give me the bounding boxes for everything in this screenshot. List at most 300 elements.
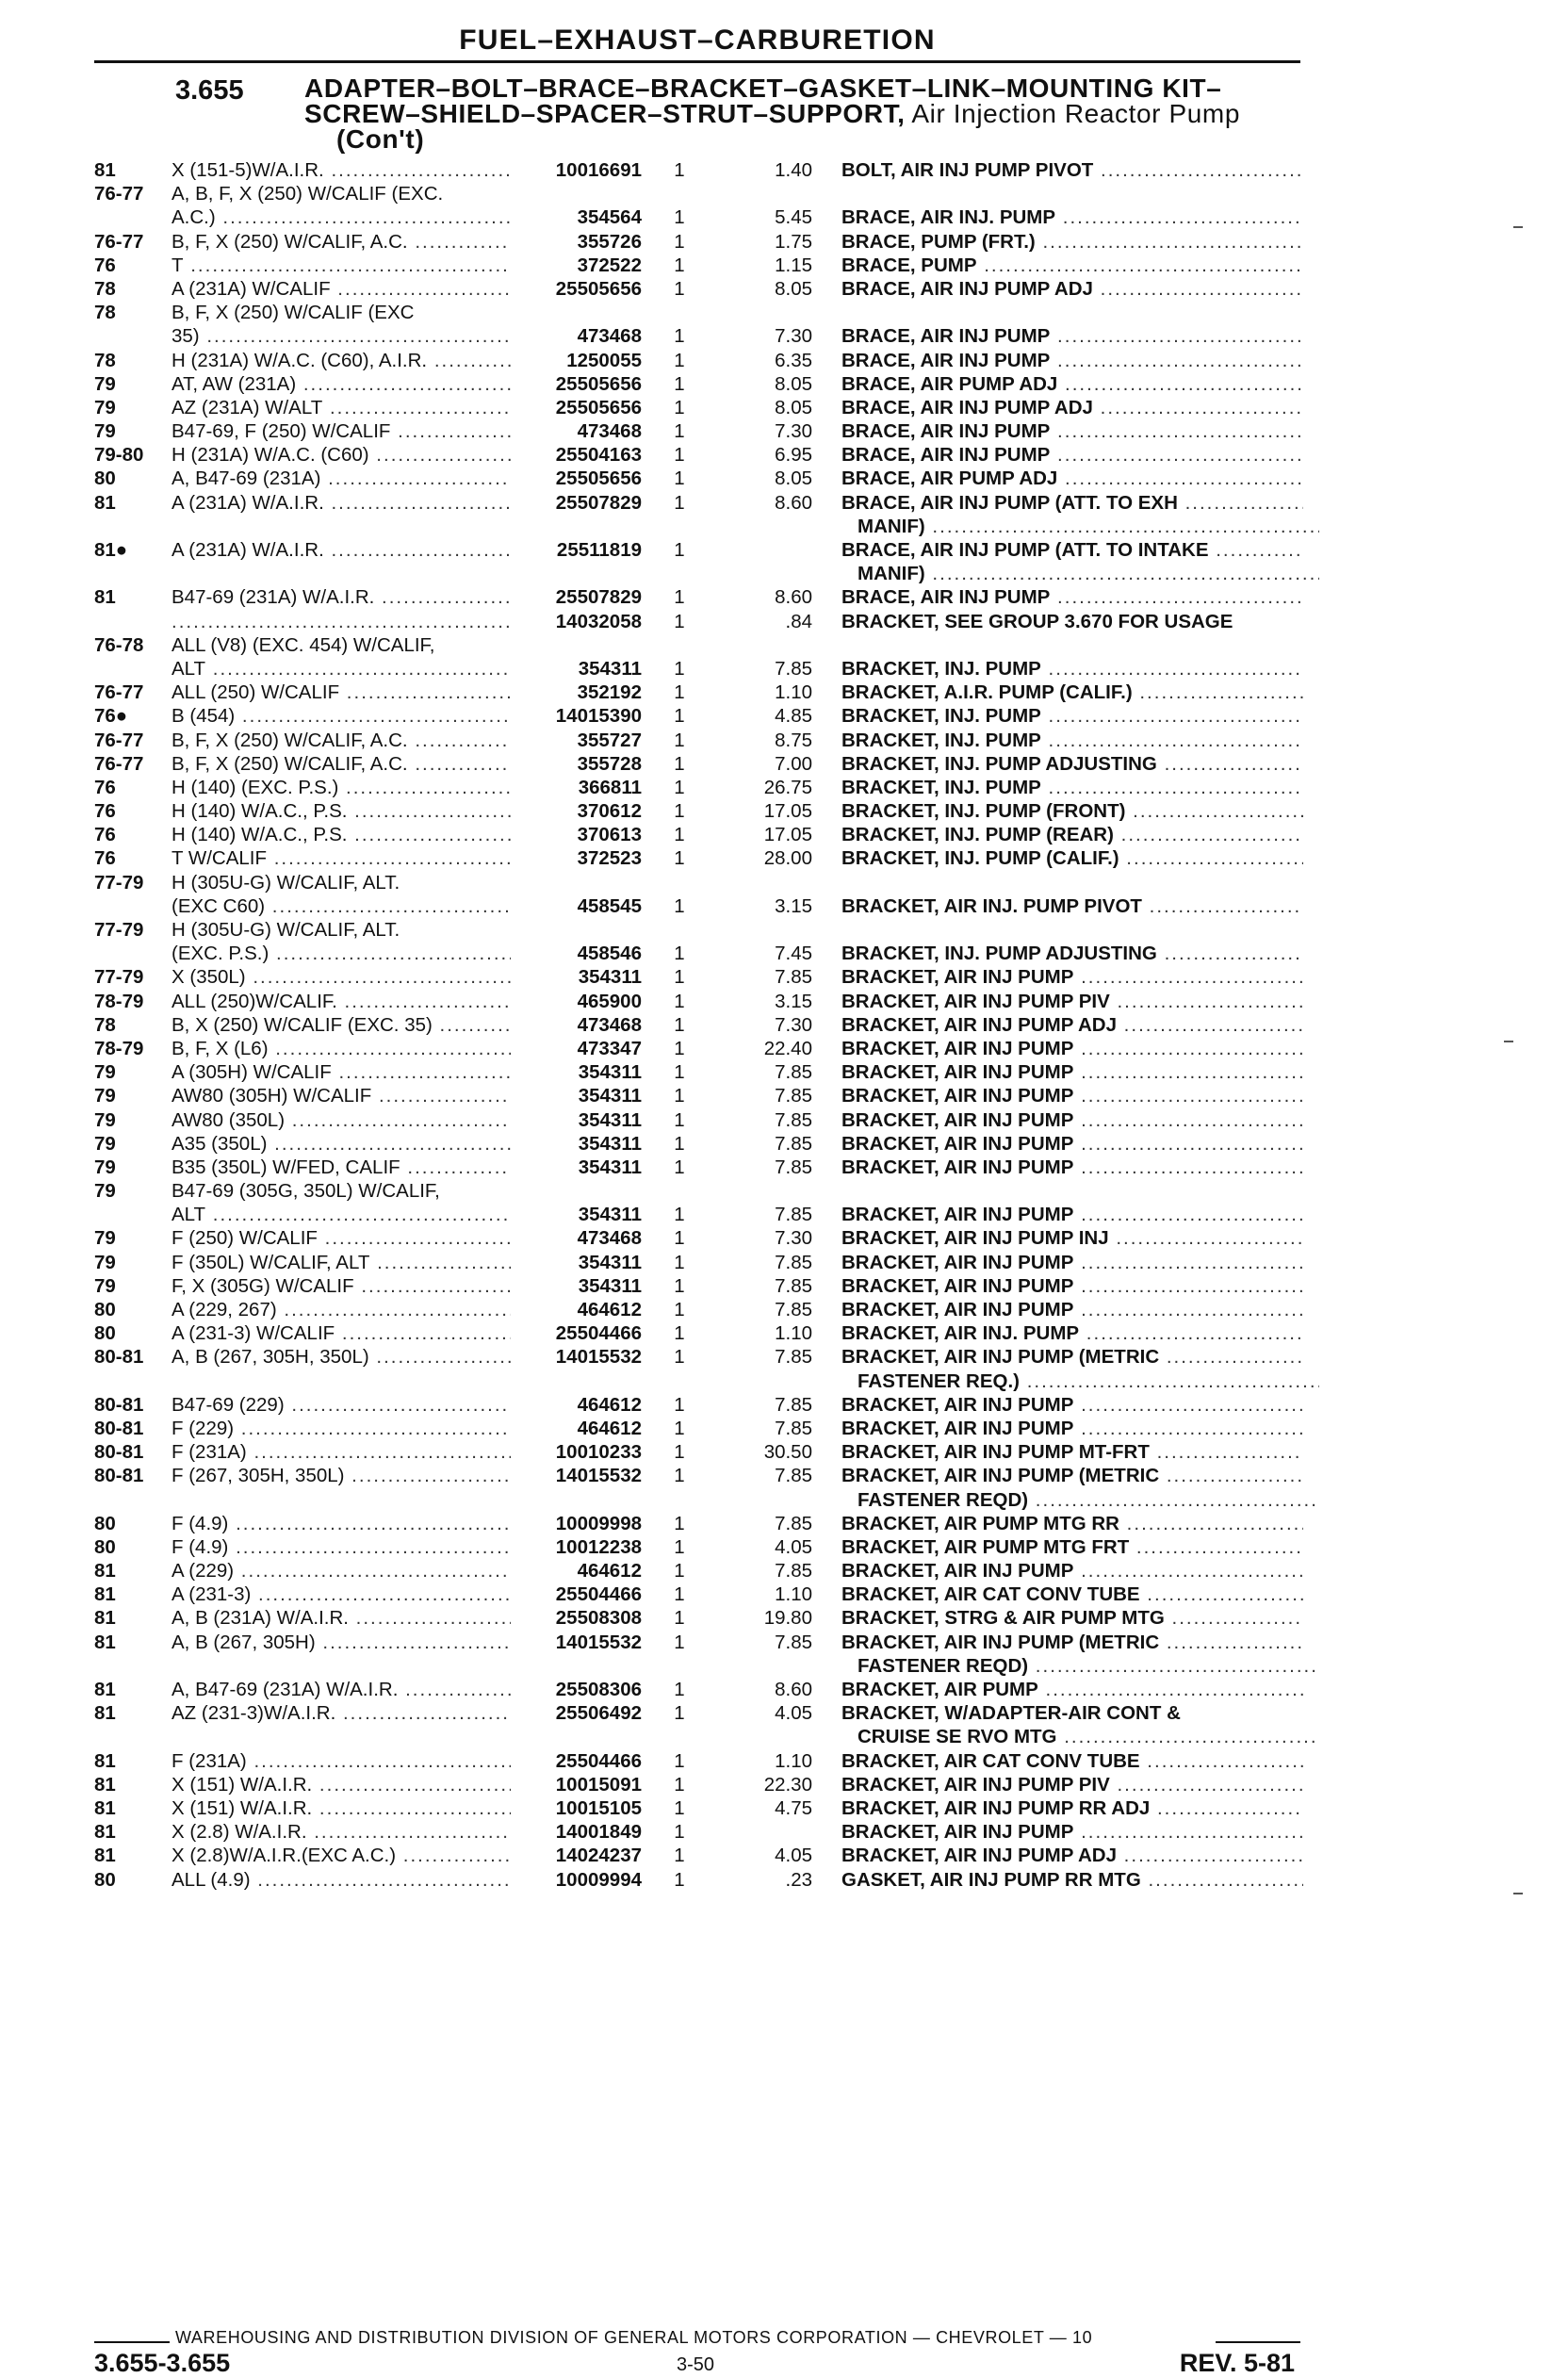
- description: BRACKET, AIR INJ PUMP PIV .....: [841, 990, 1303, 1013]
- price: 8.05: [775, 396, 812, 418]
- price: 8.05: [775, 372, 812, 395]
- part-number: 14024237: [555, 1845, 642, 1867]
- model-year: 78: [94, 1013, 116, 1036]
- application: AW80 (305H) W/CALIF .....: [172, 1084, 511, 1107]
- table-row: [0, 942, 1568, 965]
- table-row: [0, 1393, 1568, 1417]
- price: 3.15: [775, 894, 812, 917]
- table-row: [0, 1488, 1568, 1512]
- application: A.C.) .....: [172, 205, 511, 229]
- model-year: 76: [94, 254, 116, 276]
- section-title-line2-bold: SCREW–SHIELD–SPACER–STRUT–SUPPORT,: [304, 99, 906, 128]
- part-number: 25505656: [555, 372, 642, 395]
- quantity: 1: [674, 1535, 685, 1558]
- application: F (350L) W/CALIF, ALT .....: [172, 1251, 511, 1274]
- application: [172, 610, 511, 633]
- description: BRACE, AIR PUMP ADJ .....: [841, 372, 1303, 396]
- table-row: [0, 1749, 1568, 1773]
- quantity: 1: [674, 966, 685, 989]
- part-number: 14032058: [555, 610, 642, 632]
- part-number: 354311: [578, 1108, 642, 1131]
- description: BRACKET, AIR CAT CONV TUBE .....: [841, 1749, 1303, 1773]
- part-number: 25508308: [555, 1607, 642, 1630]
- part-number: 14015532: [555, 1346, 642, 1369]
- model-year: 81: [94, 491, 116, 514]
- application: H (305U-G) W/CALIF, ALT.: [172, 871, 400, 894]
- part-number: 14015532: [555, 1631, 642, 1653]
- margin-tick: [1513, 1893, 1523, 1894]
- part-number: 25505656: [555, 277, 642, 300]
- model-year: 79: [94, 1085, 116, 1107]
- quantity: 1: [674, 1512, 685, 1534]
- quantity: 1: [674, 396, 685, 418]
- table-row: [0, 1654, 1568, 1678]
- quantity: 1: [674, 1679, 685, 1700]
- table-row: [0, 1535, 1568, 1559]
- model-year: 77-79: [94, 871, 144, 894]
- table-row: [0, 657, 1568, 681]
- price: 8.75: [775, 729, 812, 751]
- table-row: [0, 799, 1568, 823]
- model-year: 76-77: [94, 183, 144, 205]
- table-row: [0, 443, 1568, 467]
- model-year: 81: [94, 1631, 116, 1653]
- model-year: 79-80: [94, 444, 144, 467]
- model-year: 80: [94, 1322, 116, 1345]
- application: H (140) W/A.C., P.S. .....: [172, 799, 511, 823]
- table-row: [0, 965, 1568, 989]
- price: 1.10: [775, 1322, 812, 1345]
- description: BRACKET, AIR INJ PUMP .....: [841, 1156, 1303, 1179]
- application: F (231A) .....: [172, 1440, 511, 1464]
- price: 1.40: [775, 159, 812, 181]
- margin-tick: [1504, 1041, 1513, 1042]
- table-row: [0, 1345, 1568, 1369]
- table-row: [0, 846, 1568, 870]
- table-row: [0, 1132, 1568, 1156]
- price: 7.85: [775, 657, 812, 680]
- part-number: 473468: [577, 1227, 642, 1250]
- quantity: 1: [674, 1773, 685, 1796]
- quantity: 1: [674, 1322, 685, 1345]
- footer-page-number: 3-50: [677, 2354, 715, 2375]
- application: ALL (4.9) .....: [172, 1868, 511, 1892]
- table-row: [0, 1108, 1568, 1132]
- description: BRACE, AIR INJ PUMP .....: [841, 443, 1303, 467]
- price: 7.85: [775, 1204, 812, 1226]
- price: 7.30: [775, 420, 812, 443]
- table-row: [0, 301, 1568, 324]
- quantity: 1: [674, 681, 685, 704]
- application: B47-69 (229) .....: [172, 1393, 511, 1417]
- model-year: 79: [94, 1274, 116, 1297]
- price: 7.30: [775, 325, 812, 348]
- description: BRACE, AIR INJ PUMP (ATT. TO INTAKE .....: [841, 538, 1303, 562]
- model-year: 78: [94, 349, 116, 371]
- application: A (305H) W/CALIF .....: [172, 1060, 511, 1084]
- table-row: [0, 1060, 1568, 1084]
- model-year: 81: [94, 1607, 116, 1630]
- quantity: 1: [674, 159, 685, 181]
- table-row: [0, 1725, 1568, 1748]
- part-number: 473347: [577, 1037, 642, 1059]
- description: BRACE, AIR INJ PUMP .....: [841, 324, 1303, 348]
- description: BRACKET, AIR INJ PUMP .....: [841, 1417, 1303, 1440]
- header-rule: [94, 60, 1300, 63]
- table-row: [0, 704, 1568, 728]
- quantity: 1: [674, 1607, 685, 1630]
- model-year: 80: [94, 1299, 116, 1320]
- table-row: [0, 277, 1568, 301]
- quantity: 1: [674, 800, 685, 823]
- model-year: 80-81: [94, 1346, 144, 1369]
- part-number: 25507829: [555, 586, 642, 609]
- quantity: 1: [674, 1702, 685, 1725]
- model-year: 76-78: [94, 633, 144, 656]
- model-year: 79: [94, 1132, 116, 1155]
- description: BRACE, PUMP .....: [841, 254, 1303, 277]
- application: F (267, 305H, 350L) .....: [172, 1464, 511, 1487]
- description: BRACKET, AIR INJ PUMP .....: [841, 1298, 1303, 1321]
- part-number: 354311: [578, 1251, 642, 1273]
- table-row: [0, 467, 1568, 490]
- quantity: 1: [674, 1749, 685, 1772]
- quantity: 1: [674, 444, 685, 467]
- application: B, F, X (250) W/CALIF, A.C. .....: [172, 230, 511, 254]
- part-number: 10009998: [555, 1512, 642, 1534]
- table-row: [0, 1321, 1568, 1345]
- price: 7.85: [775, 1512, 812, 1534]
- part-number: 14015532: [555, 1465, 642, 1487]
- model-year: 76: [94, 847, 116, 870]
- quantity: 1: [674, 1560, 685, 1583]
- price: 7.85: [775, 1108, 812, 1131]
- quantity: 1: [674, 657, 685, 680]
- quantity: 1: [674, 206, 685, 229]
- application: A35 (350L) .....: [172, 1132, 511, 1156]
- margin-tick: [1513, 226, 1523, 228]
- description: BRACKET, AIR INJ PUMP .....: [841, 1393, 1303, 1417]
- part-number: 14015390: [555, 705, 642, 728]
- model-year: 80-81: [94, 1393, 144, 1416]
- table-row: [0, 182, 1568, 205]
- model-year: 77-79: [94, 966, 144, 989]
- table-row: [0, 585, 1568, 609]
- model-year: 79: [94, 396, 116, 418]
- section-title-line2: [304, 101, 1303, 126]
- table-row: [0, 372, 1568, 396]
- application: A (231-3) .....: [172, 1583, 511, 1606]
- model-year: 79: [94, 1108, 116, 1131]
- quantity: 1: [674, 1204, 685, 1226]
- quantity: 1: [674, 1132, 685, 1155]
- model-year: 79: [94, 1227, 116, 1250]
- description: BRACKET, INJ. PUMP ADJUSTING .....: [841, 752, 1303, 776]
- part-number: 464612: [577, 1560, 642, 1583]
- description: BRACKET, INJ. PUMP (CALIF.) .....: [841, 846, 1303, 870]
- part-number: 473468: [577, 420, 642, 443]
- model-year: 79: [94, 1061, 116, 1084]
- part-number: 25504466: [555, 1749, 642, 1772]
- application: B, F, X (250) W/CALIF, A.C. .....: [172, 729, 511, 752]
- table-row: [0, 633, 1568, 657]
- part-number: 25506492: [555, 1702, 642, 1725]
- table-row: [0, 1298, 1568, 1321]
- description: BRACKET, A.I.R. PUMP (CALIF.) .....: [841, 681, 1303, 704]
- footer-division-text: WAREHOUSING AND DISTRIBUTION DIVISION OF GENERAL MOTORS CORPORATION — CHEVROLET — 10: [175, 2328, 1093, 2347]
- table-row: [0, 1701, 1568, 1725]
- part-number: 25507829: [555, 491, 642, 514]
- part-number: 458546: [577, 943, 642, 965]
- table-row: [0, 1156, 1568, 1179]
- table-row: [0, 562, 1568, 585]
- model-year: 80: [94, 1535, 116, 1558]
- model-year: 78: [94, 302, 116, 324]
- model-year: 80: [94, 1868, 116, 1891]
- price: 3.15: [775, 990, 812, 1012]
- application: X (350L) .....: [172, 965, 511, 989]
- application: H (140) W/A.C., P.S. .....: [172, 823, 511, 846]
- application: F (4.9) .....: [172, 1535, 511, 1559]
- description: GASKET, AIR INJ PUMP RR MTG .....: [841, 1868, 1303, 1892]
- part-number: 473468: [577, 325, 642, 348]
- quantity: 1: [674, 1465, 685, 1487]
- part-number: 464612: [577, 1393, 642, 1416]
- page-header: FUEL–EXHAUST–CARBURETION: [459, 25, 936, 56]
- table-row: [0, 1417, 1568, 1440]
- quantity: 1: [674, 254, 685, 276]
- description: BRACKET, AIR INJ. PUMP .....: [841, 1321, 1303, 1345]
- description: BRACE, AIR INJ. PUMP .....: [841, 205, 1303, 229]
- price: 17.05: [763, 800, 812, 823]
- part-number: 372523: [577, 847, 642, 870]
- table-row: [0, 419, 1568, 443]
- quantity: 1: [674, 1108, 685, 1131]
- footer-section-range: 3.655-3.655: [94, 2349, 231, 2377]
- model-year: 81: [94, 1583, 116, 1606]
- description: CRUISE SE RVO MTG .....: [858, 1725, 1319, 1748]
- description: BOLT, AIR INJ PUMP PIVOT .....: [841, 158, 1303, 182]
- part-number: 465900: [577, 990, 642, 1012]
- part-number: 354311: [578, 1061, 642, 1084]
- quantity: 1: [674, 824, 685, 846]
- application: H (231A) W/A.C. (C60), A.I.R. .....: [172, 349, 511, 372]
- description: BRACKET, AIR INJ PUMP .....: [841, 1203, 1303, 1226]
- description: BRACE, AIR INJ PUMP .....: [841, 419, 1303, 443]
- quantity: 1: [674, 467, 685, 490]
- model-year: 76●: [94, 705, 128, 728]
- model-year: 76-77: [94, 681, 144, 704]
- table-row: [0, 1583, 1568, 1606]
- application: B, F, X (250) W/CALIF (EXC: [172, 302, 415, 324]
- price: 4.05: [775, 1702, 812, 1725]
- quantity: 1: [674, 325, 685, 348]
- quantity: 1: [674, 1417, 685, 1439]
- price: 7.85: [775, 1085, 812, 1107]
- application: A (229, 267) .....: [172, 1298, 511, 1321]
- part-number: 366811: [578, 776, 642, 798]
- quantity: 1: [674, 729, 685, 751]
- model-year: 81: [94, 586, 116, 609]
- quantity: 1: [674, 1299, 685, 1320]
- application: X (151-5)W/A.I.R. .....: [172, 158, 511, 182]
- part-number: 354311: [578, 1204, 642, 1226]
- quantity: 1: [674, 1227, 685, 1250]
- table-row: [0, 1226, 1568, 1250]
- price: 1.75: [775, 230, 812, 253]
- price: .23: [785, 1868, 812, 1891]
- part-number: 352192: [577, 681, 642, 704]
- application: F (231A) .....: [172, 1749, 511, 1773]
- table-row: [0, 1868, 1568, 1892]
- application: AW80 (350L) .....: [172, 1108, 511, 1132]
- model-year: 76: [94, 776, 116, 798]
- description: BRACE, AIR PUMP ADJ .....: [841, 467, 1303, 490]
- model-year: 79: [94, 420, 116, 443]
- quantity: 1: [674, 1441, 685, 1464]
- description: FASTENER REQD) .....: [858, 1488, 1319, 1512]
- price: 1.10: [775, 1583, 812, 1606]
- model-year: 79: [94, 1180, 116, 1203]
- application: A, B47-69 (231A) W/A.I.R. .....: [172, 1678, 511, 1701]
- part-number: 354564: [577, 206, 642, 229]
- table-row: [0, 823, 1568, 846]
- description: BRACE, AIR INJ PUMP ADJ .....: [841, 277, 1303, 301]
- table-row: [0, 1820, 1568, 1844]
- application: X (151) W/A.I.R. .....: [172, 1773, 511, 1796]
- description: BRACKET, AIR INJ PUMP MT-FRT .....: [841, 1440, 1303, 1464]
- model-year: 78-79: [94, 1037, 144, 1059]
- model-year: 80: [94, 1512, 116, 1534]
- part-number: 10012238: [555, 1535, 642, 1558]
- quantity: 1: [674, 230, 685, 253]
- description: BRACKET, AIR INJ PUMP ADJ .....: [841, 1844, 1303, 1867]
- table-row: [0, 752, 1568, 776]
- price: 17.05: [763, 824, 812, 846]
- quantity: 1: [674, 1583, 685, 1606]
- description: BRACKET, INJ. PUMP ADJUSTING .....: [841, 942, 1303, 965]
- application: ALL (250)W/CALIF. .....: [172, 990, 511, 1013]
- table-row: [0, 1631, 1568, 1654]
- quantity: 1: [674, 349, 685, 371]
- application: A (231-3) W/CALIF .....: [172, 1321, 511, 1345]
- model-year: 79: [94, 1156, 116, 1178]
- price: 7.85: [775, 1274, 812, 1297]
- table-row: [0, 1274, 1568, 1298]
- quantity: 1: [674, 491, 685, 514]
- quantity: 1: [674, 752, 685, 775]
- description: BRACKET, AIR INJ PUMP INJ .....: [841, 1226, 1303, 1250]
- application: (EXC C60) .....: [172, 894, 511, 918]
- quantity: 1: [674, 1821, 685, 1844]
- model-year: 81●: [94, 539, 128, 561]
- description: BRACE, AIR INJ PUMP .....: [841, 585, 1303, 609]
- price: 28.00: [763, 847, 812, 870]
- description: FASTENER REQ.) .....: [858, 1369, 1319, 1393]
- part-number: 354311: [578, 1274, 642, 1297]
- part-number: 25511819: [556, 539, 642, 561]
- model-year: 80-81: [94, 1465, 144, 1487]
- description: BRACKET, SEE GROUP 3.670 FOR USAGE: [841, 610, 1233, 632]
- price: 7.85: [775, 1417, 812, 1439]
- table-row: [0, 349, 1568, 372]
- description: BRACKET, W/ADAPTER-AIR CONT &: [841, 1702, 1181, 1725]
- quantity: 1: [674, 990, 685, 1012]
- part-number: 25504163: [555, 444, 642, 467]
- application: AZ (231A) W/ALT .....: [172, 396, 511, 419]
- price: 7.85: [775, 1631, 812, 1653]
- description: BRACKET, STRG & AIR PUMP MTG .....: [841, 1606, 1303, 1630]
- application: A, B, F, X (250) W/CALIF (EXC.: [172, 183, 444, 205]
- quantity: 1: [674, 1085, 685, 1107]
- description: BRACKET, AIR INJ PUMP (METRIC .....: [841, 1464, 1303, 1487]
- table-row: [0, 515, 1568, 538]
- price: 7.85: [775, 1560, 812, 1583]
- application: T .....: [172, 254, 511, 277]
- part-number: 370613: [577, 824, 642, 846]
- footer-rule-left: [94, 2341, 170, 2343]
- description: BRACKET, INJ. PUMP (FRONT) .....: [841, 799, 1303, 823]
- application: A, B (267, 305H) .....: [172, 1631, 511, 1654]
- part-number: 25505656: [555, 396, 642, 418]
- part-number: 25504466: [555, 1322, 642, 1345]
- price: 7.85: [775, 1393, 812, 1416]
- description: BRACKET, AIR INJ PUMP (METRIC .....: [841, 1631, 1303, 1654]
- table-row: [0, 205, 1568, 229]
- section-title-line3: (Con't): [336, 124, 425, 154]
- table-row: [0, 729, 1568, 752]
- part-number: 473468: [577, 1013, 642, 1036]
- price: 8.60: [775, 1679, 812, 1700]
- model-year: 81: [94, 1679, 116, 1700]
- section-number: 3.655: [175, 75, 244, 106]
- description: BRACKET, AIR INJ PUMP .....: [841, 1559, 1303, 1583]
- table-row: [0, 230, 1568, 254]
- table-row: [0, 776, 1568, 799]
- table-row: [0, 1559, 1568, 1583]
- part-number: 354311: [578, 966, 642, 989]
- part-number: 25508306: [555, 1679, 642, 1700]
- quantity: 1: [674, 1156, 685, 1178]
- table-row: [0, 538, 1568, 562]
- part-number: 355727: [577, 729, 642, 751]
- application: ALL (250) W/CALIF .....: [172, 681, 511, 704]
- table-row: [0, 1084, 1568, 1107]
- price: 7.45: [775, 943, 812, 965]
- price: 8.60: [775, 491, 812, 514]
- table-row: [0, 1179, 1568, 1203]
- table-row: [0, 254, 1568, 277]
- part-number: 354311: [578, 1156, 642, 1178]
- model-year: 78: [94, 277, 116, 300]
- description: MANIF) .....: [858, 562, 1319, 585]
- description: BRACKET, INJ. PUMP .....: [841, 776, 1303, 799]
- application: B47-69 (305G, 350L) W/CALIF,: [172, 1180, 440, 1203]
- application: (EXC. P.S.) .....: [172, 942, 511, 965]
- quantity: 1: [674, 1393, 685, 1416]
- description: BRACKET, AIR INJ PUMP .....: [841, 1274, 1303, 1298]
- section-title-line1: ADAPTER–BOLT–BRACE–BRACKET–GASKET–LINK–MOUNTING KIT–: [304, 74, 1222, 103]
- price: 8.60: [775, 586, 812, 609]
- price: 7.85: [775, 1132, 812, 1155]
- application: A (231A) W/CALIF .....: [172, 277, 511, 301]
- part-number: 10015105: [555, 1796, 642, 1819]
- table-row: [0, 1844, 1568, 1867]
- part-number: 370612: [577, 800, 642, 823]
- model-year: 81: [94, 1560, 116, 1583]
- description: MANIF) .....: [858, 515, 1319, 538]
- application: F (250) W/CALIF .....: [172, 1226, 511, 1250]
